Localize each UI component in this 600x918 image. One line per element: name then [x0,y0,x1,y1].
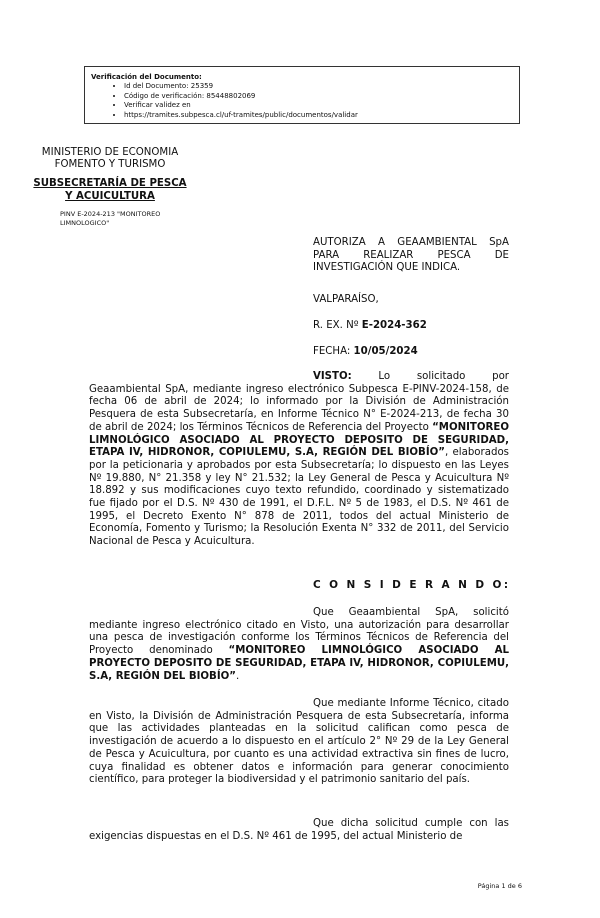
considerando-3 [89,818,509,843]
verification-title: Verificación del Documento: [91,73,202,81]
considerando-heading: C O N S I D E R A N D O: [313,579,511,591]
verification-list [85,82,519,120]
c1-lead: Que Geaambiental SpA, solicitó [313,607,509,618]
visto-project-title: “MONITOREO LIMNOLÓGICO ASOCIADO AL PROYECTO DEPOSITO DE SEGURIDAD, ETAPA IV, HIDRONOR, COPIULEMU, S.A, REGIÓN DEL BIOBÍO” [89,421,509,459]
resolution-number [313,320,427,331]
resolution-subject: AUTORIZA A GEAAMBIENTAL SpA PARA REALIZAR PESCA DE INVESTIGACIÓN QUE INDICA. [313,237,509,273]
verification-code: • Código de verificación: 85448802069 [124,92,519,101]
pinv-reference: PINV E-2024-213 "MONITOREO LIMNOLOGICO" [60,210,161,227]
resolution-city: VALPARAÍSO, [313,294,379,305]
c2-lead: Que mediante Informe Técnico, [313,698,474,709]
visto-text-2: , elaborados por la peticionaria y aprobados por esta Subsecretaría; lo dispuesto en las Leyes Nº 19.880, N° 21.358 y ley N° 21.532; la Ley General de Pesca y Acuicultura Nº 18.892 y sus modificaciones cuyo texto refundido, coordinado y sistematizado fue fijado por el D.S. Nº 430 de 1991, el D.F.L. Nº 5 de 1983, el D.S. Nº 461 de 1995, el Decreto Exento N° 878 de 2011, todos del actual Ministerio de Economía, Fomento y Turismo; la Resolución Exenta N° 332 de 2011, del Servicio Nacional de Pesca y Acuicultura. [89,447,509,548]
visto-label: VISTO: [313,371,352,382]
verify-link[interactable]: • https://tramites.subpesca.cl/uf-tramites/public/documentos/validar [124,111,519,120]
considerando-1 [89,607,509,683]
visto-paragraph [89,371,509,549]
c1-project-title: “MONITOREO LIMNOLÓGICO ASOCIADO AL PROYECTO DEPOSITO DE SEGURIDAD, ETAPA IV, HIDRONOR, COPIULEMU, S.A, REGIÓN DEL BIOBÍO” [89,645,510,682]
c1-end: . [235,670,240,682]
ministry-heading [30,147,190,171]
subsecretaria-line-1: SUBSECRETARÍA DE PESCA [33,178,187,189]
c2-text: citado en Visto, la División de Administración Pesquera de esta Subsecretaría, informa que las actividades planteadas en la solicitud califican como pesca de investigación de acuerdo a lo dispuesto en el artículo 2° Nº 29 de la Ley General de Pesca y Acuicultura, por cuanto es una actividad extractiva sin fines de lucro, cuya finalidad es obtener datos e información para generar conocimiento científico, para proteger la biodiversidad y el patrimonio sanitario del país. [89,698,509,786]
ministry-line-1: MINISTERIO DE ECONOMIA [41,147,179,158]
page-number: Página 1 de 6 [477,882,522,890]
verify-label: • Verificar validez en [124,101,519,110]
rex-number: E-2024-362 [361,320,427,331]
considerando-2 [89,698,509,787]
c3-text: exigencias dispuestas en el D.S. Nº 461 de 1995, del actual Ministerio de [89,830,463,842]
visto-text-1: Lo solicitado por Geaambiental SpA, mediante ingreso electrónico Subpesca E-PINV-2024-158, de fecha 06 de abril de 2024; lo informado por la División de Administración Pesquera de esta Subsecretaría, en Informe Técnico N° E-2024-213, de fecha 30 de abril de 2024; los Términos Técnicos de Referencia del Proyecto [89,371,509,433]
ministry-line-2: FOMENTO Y TURISMO [54,159,166,170]
subsecretaria-heading [30,178,190,203]
c3-lead: Que dicha solicitud cumple con las [313,818,509,829]
date-label: FECHA: [313,346,351,357]
document-id: • Id del Documento: 25359 [124,82,519,91]
verification-box [84,66,520,124]
subsecretaria-line-2: Y ACUICULTURA [65,190,155,202]
date-value: 10/05/2024 [353,346,418,357]
c1-text: mediante ingreso electrónico citado en Visto, una autorización para desarrollar una pesca de investigación conforme los Términos Técnicos de Referencia del Proyecto denominado [89,619,509,657]
resolution-date [313,346,418,357]
rex-label: R. EX. Nº [313,320,359,331]
